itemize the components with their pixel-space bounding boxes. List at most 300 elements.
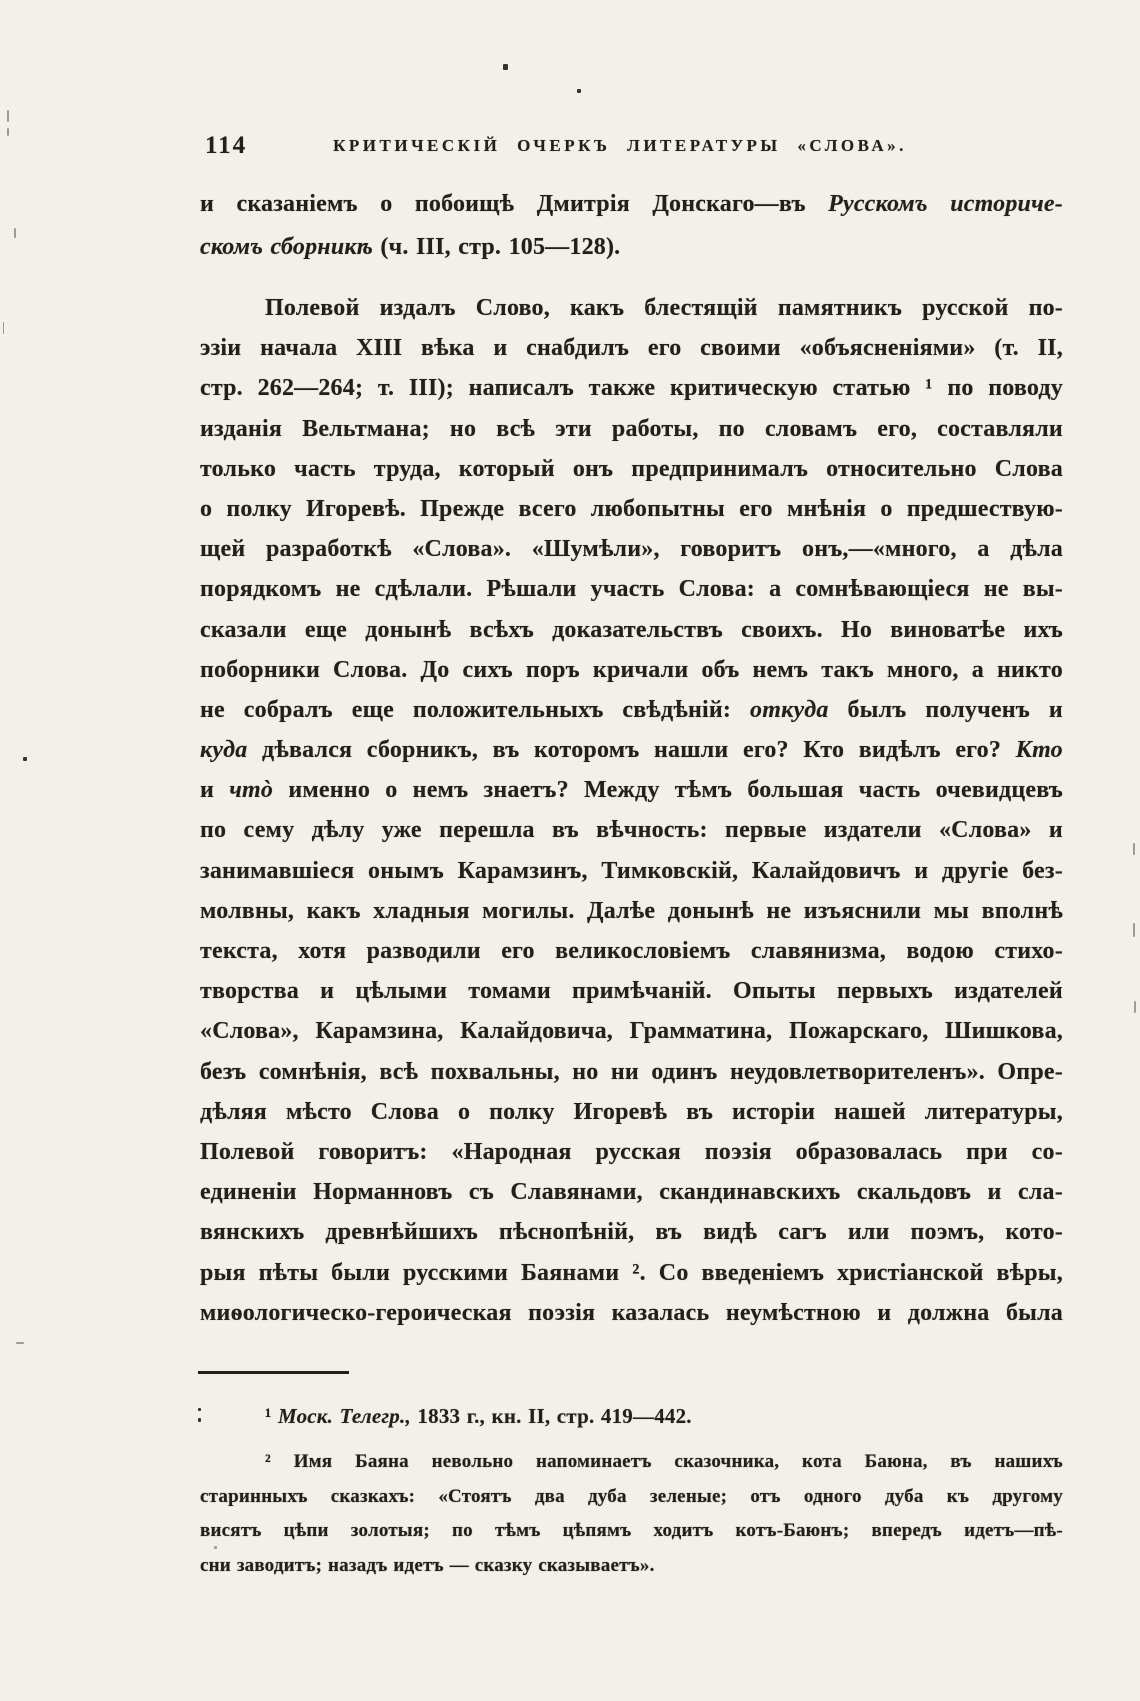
word: сла- — [1018, 1179, 1063, 1206]
word: идетъ—пѣ- — [964, 1520, 1063, 1542]
word: исторіи — [731, 1098, 816, 1125]
word: «Стоятъ — [438, 1485, 512, 1507]
word: но — [449, 415, 477, 442]
word: 105—128). — [508, 234, 621, 260]
word: скальдовъ — [856, 1179, 972, 1206]
word: сказочника, — [674, 1451, 780, 1472]
word: кричали — [592, 656, 689, 683]
word: вы- — [1022, 576, 1063, 603]
word: его — [501, 938, 535, 964]
word: всѣ — [379, 1058, 419, 1085]
word: Игоревѣ — [573, 1098, 668, 1125]
text-line — [200, 697, 1063, 737]
word: его? — [955, 737, 1002, 764]
word: цѣпи — [283, 1520, 329, 1542]
word: идетъ — [393, 1554, 444, 1576]
word: который — [458, 455, 555, 482]
word: г., — [466, 1404, 486, 1428]
word: своихъ. — [741, 616, 823, 643]
word: русская — [595, 1138, 681, 1165]
word: 419—442. — [600, 1404, 692, 1428]
scan-speck — [198, 1418, 201, 1422]
word: по — [200, 817, 227, 844]
word: откуда — [750, 696, 829, 723]
running-title: КРИТИЧЕСКІЙ ОЧЕРКЪ ЛИТЕРАТУРЫ «СЛОВА». — [333, 136, 907, 155]
word: стр. — [200, 375, 243, 402]
word: Кто — [1015, 737, 1063, 764]
word: объ — [701, 656, 740, 683]
word: участь — [590, 576, 665, 603]
text-line — [200, 1179, 1063, 1219]
word: также — [588, 375, 656, 402]
word: а — [971, 656, 984, 683]
word: рыя — [200, 1259, 246, 1286]
word: нашихъ — [994, 1451, 1063, 1472]
scan-speck — [577, 89, 581, 93]
word: тѣмъ — [674, 777, 733, 804]
word: въ — [492, 737, 520, 764]
scan-speck — [7, 110, 9, 122]
word: въ — [552, 817, 579, 844]
word: любопытны — [590, 495, 725, 522]
text-line — [200, 737, 1063, 777]
word: дѣвался — [262, 737, 353, 764]
text-line — [200, 1404, 1063, 1446]
word: въ — [655, 1219, 683, 1246]
text-line — [200, 536, 1063, 576]
word: не — [200, 696, 225, 723]
scan-speck — [1133, 843, 1135, 855]
word: великословіемъ — [555, 938, 731, 964]
footnote-separator-rule — [198, 1371, 349, 1374]
word: висятъ — [200, 1520, 262, 1542]
word: «Шумѣли», — [531, 536, 660, 563]
word: о — [380, 191, 393, 217]
scan-speck — [7, 128, 9, 136]
word: должна — [907, 1299, 990, 1326]
word: До — [420, 656, 450, 683]
text-line — [200, 657, 1063, 697]
word: составляли — [937, 415, 1063, 442]
word: о — [385, 777, 398, 804]
word: сни — [200, 1554, 231, 1576]
word: Моск. — [278, 1404, 334, 1428]
word: начала — [260, 335, 338, 362]
text-line — [200, 496, 1063, 536]
word: и — [1048, 817, 1063, 844]
text-line — [200, 817, 1063, 857]
text-line — [200, 234, 1063, 277]
word: труда, — [373, 455, 441, 482]
word: дуба — [884, 1485, 924, 1507]
text-line — [200, 1260, 1063, 1300]
word: видѣлъ — [858, 737, 941, 764]
word: свѣдѣній: — [622, 696, 732, 723]
word: немъ — [412, 777, 469, 804]
text-line — [200, 1018, 1063, 1058]
word: онъ,—«много, — [802, 536, 957, 563]
word: сомнѣвающіеся — [795, 576, 970, 603]
word: водою — [906, 938, 974, 964]
word: похвальны, — [430, 1058, 560, 1085]
word: отъ — [750, 1485, 781, 1507]
word: без- — [1022, 857, 1063, 884]
footnote-1 — [200, 1404, 1063, 1446]
word: «Народная — [451, 1138, 572, 1165]
word: Игоревѣ. — [306, 495, 406, 522]
word: не — [983, 576, 1009, 603]
word: Русскомъ — [828, 191, 928, 217]
word: предпринималъ — [631, 455, 809, 482]
word: впередъ — [871, 1520, 942, 1542]
word: именно — [288, 777, 371, 804]
word: Калайдовичъ — [751, 857, 901, 884]
text-line — [200, 1520, 1063, 1555]
word: и — [493, 335, 508, 362]
word: Опыты — [733, 978, 816, 1005]
word: собралъ — [243, 696, 333, 723]
word: неудовлетворителенъ». — [729, 1058, 985, 1085]
word: первые — [725, 817, 807, 844]
word: предшествую- — [906, 495, 1063, 522]
word: всего — [518, 495, 577, 522]
word: блестящій — [644, 295, 758, 321]
word: Кто — [803, 737, 845, 764]
scan-speck — [23, 757, 27, 761]
word: заводитъ; — [236, 1554, 323, 1576]
word: большая — [747, 777, 844, 804]
word: пѣты — [258, 1259, 319, 1286]
word: сему — [243, 817, 295, 844]
word: Слова — [370, 1098, 439, 1125]
word: дѣляя — [200, 1098, 267, 1125]
word: донынѣ — [667, 897, 754, 924]
word: онымъ — [368, 857, 444, 884]
word: ² — [265, 1451, 271, 1472]
word: всѣ — [496, 415, 536, 442]
word: по — [718, 415, 745, 442]
word: сказку — [474, 1554, 533, 1576]
word: не — [335, 576, 361, 603]
word: мы — [933, 897, 970, 924]
word: Прежде — [420, 495, 505, 522]
word: стр. — [556, 1404, 595, 1428]
word: ходитъ — [653, 1520, 714, 1542]
word: дѣла — [1010, 536, 1063, 563]
word: введеніемъ — [701, 1259, 825, 1286]
word: поръ — [525, 656, 580, 683]
word: и — [320, 978, 335, 1005]
word: Донскаго—въ — [652, 191, 806, 217]
word: котъ-Баюнъ; — [735, 1520, 850, 1542]
word: изданія — [200, 415, 283, 442]
word: критическую — [669, 375, 818, 402]
word: еще — [304, 616, 348, 643]
word: Но — [841, 616, 873, 643]
text-line — [200, 335, 1063, 375]
word: его — [739, 495, 773, 522]
word: древнѣйшихъ — [325, 1219, 478, 1246]
scan-speck — [198, 1408, 201, 1411]
word: и — [987, 1179, 1002, 1206]
word: сагъ — [778, 1219, 827, 1246]
word: единеніи — [200, 1179, 297, 1206]
word: поэзія — [704, 1138, 772, 1165]
text-line — [200, 191, 1063, 234]
word: поборники — [200, 656, 320, 683]
word: «Слова» — [938, 817, 1032, 844]
word: положительныхъ — [412, 696, 604, 723]
word: неумѣстною — [725, 1299, 861, 1326]
word: снабдилъ — [526, 335, 630, 362]
word: старинныхъ — [200, 1485, 308, 1507]
word: поэзія — [528, 1299, 596, 1326]
word: изъяснили — [803, 897, 922, 924]
word: Карамзинъ, — [457, 857, 588, 884]
text-line — [200, 898, 1063, 938]
word: текста, — [200, 938, 278, 964]
word: Грамматина, — [629, 1018, 773, 1045]
word: своими — [700, 335, 781, 362]
word: II, — [1037, 335, 1063, 362]
footnote-2 — [200, 1451, 1063, 1589]
text-line — [200, 1300, 1063, 1340]
word: мѣсто — [285, 1098, 352, 1125]
word: говоритъ: — [318, 1138, 428, 1165]
word: хладныя — [373, 897, 470, 924]
word: перешла — [439, 817, 535, 844]
word: къ — [946, 1485, 970, 1507]
word: всѣхъ — [469, 616, 534, 643]
word: сомнѣнія, — [258, 1058, 367, 1085]
word: сказываетъ». — [538, 1554, 655, 1576]
word: ни — [610, 1058, 639, 1085]
word: статью — [832, 375, 911, 402]
word: видѣ — [703, 1219, 758, 1246]
word: немъ — [752, 656, 809, 683]
word: мнѣнія — [786, 495, 867, 522]
word: но — [572, 1058, 599, 1085]
word: скандинавскихъ — [659, 1179, 841, 1206]
word: Опре- — [997, 1058, 1063, 1085]
word: «Слова». — [412, 536, 512, 563]
word: вянскихъ — [200, 1219, 305, 1246]
word: въ — [686, 1098, 714, 1125]
scan-speck — [1133, 923, 1135, 937]
word: знаетъ? — [483, 777, 569, 804]
word: очевидцевъ — [935, 777, 1063, 804]
word: зеленые; — [649, 1485, 728, 1507]
word: ². — [632, 1259, 646, 1286]
word: еще — [351, 696, 394, 723]
word: (ч. — [380, 234, 409, 260]
word: издатели — [823, 817, 922, 844]
word: ¹ — [925, 375, 933, 402]
word: были — [331, 1259, 391, 1286]
word: или — [847, 1219, 890, 1246]
word: его — [647, 335, 682, 362]
word: невольно — [431, 1451, 514, 1472]
word: стр. — [458, 234, 502, 260]
word: Имя — [293, 1451, 333, 1472]
word: 262—264; — [257, 375, 364, 402]
word: золотыя; — [350, 1520, 430, 1542]
word: христіанской — [837, 1259, 984, 1286]
word: русскими — [402, 1259, 509, 1286]
text-line — [200, 978, 1063, 1018]
word: стихо- — [994, 938, 1063, 964]
word: сказкахъ: — [330, 1485, 416, 1507]
word: Баянами — [520, 1259, 620, 1286]
text-line — [200, 295, 1063, 335]
word: такъ — [821, 656, 874, 683]
text-line — [200, 858, 1063, 898]
word: хотя — [298, 938, 347, 964]
word: цѣпямъ — [562, 1520, 632, 1542]
word: вѣры, — [996, 1259, 1063, 1286]
word: тѣмъ — [494, 1520, 541, 1542]
text-line — [200, 1099, 1063, 1139]
word: т. — [377, 375, 395, 402]
page-number: 114 — [205, 132, 248, 159]
word: и — [200, 777, 215, 804]
text-line — [200, 1451, 1063, 1486]
word: и — [877, 1299, 892, 1326]
word: XIII — [356, 335, 403, 362]
word: какъ — [570, 295, 625, 321]
word: уже — [381, 817, 422, 844]
word: Норманновъ — [313, 1179, 453, 1206]
word: при — [966, 1138, 1008, 1165]
word: историче- — [950, 191, 1063, 217]
word: которомъ — [533, 737, 640, 764]
word: куда — [200, 737, 248, 764]
word: полученъ — [925, 696, 1030, 723]
word: ихъ — [1023, 616, 1063, 643]
word: миѳологическо-героическая — [200, 1299, 512, 1326]
word: Полевой — [200, 1138, 295, 1165]
text-line — [200, 1219, 1063, 1259]
word: вѣчность: — [596, 817, 708, 844]
word: не — [766, 897, 792, 924]
word: Со — [658, 1259, 689, 1286]
word: одинъ — [651, 1058, 718, 1085]
word: другому — [992, 1485, 1063, 1507]
scan-speck — [3, 322, 4, 334]
word: 1833 — [417, 1404, 461, 1428]
word: издалъ — [379, 295, 456, 321]
word: памятникъ — [777, 295, 903, 321]
word: поэмъ, — [910, 1219, 985, 1246]
word: скомъ — [200, 234, 264, 260]
word: щей — [200, 536, 246, 563]
word: Тимковскій, — [601, 857, 739, 884]
word: «объясненіями» — [799, 335, 976, 362]
word: часть — [294, 455, 356, 482]
word: относительно — [826, 455, 977, 482]
word: назадъ — [328, 1554, 388, 1576]
body-text-block — [200, 191, 1063, 1340]
word: часть — [858, 777, 921, 804]
word: вѣка — [421, 335, 475, 362]
word: въ — [950, 1451, 972, 1472]
word: работы, — [611, 415, 699, 442]
word: по — [451, 1520, 473, 1542]
scan-speck — [14, 228, 16, 238]
word: русской — [922, 295, 1009, 321]
word: а — [769, 576, 782, 603]
word: Далѣе — [587, 897, 656, 924]
word: ¹ — [265, 1404, 272, 1428]
word: порядкомъ — [200, 576, 322, 603]
scan-speck — [503, 64, 508, 70]
word: говоритъ — [680, 536, 782, 563]
word: какъ — [306, 897, 361, 924]
text-line — [200, 1059, 1063, 1099]
text-line — [200, 1139, 1063, 1179]
word: кн. — [491, 1404, 522, 1428]
word: безъ — [200, 1058, 247, 1085]
word: II, — [528, 1404, 551, 1428]
word: словамъ — [764, 415, 858, 442]
scan-speck — [16, 1342, 24, 1344]
word: полку — [226, 495, 292, 522]
scan-speck — [1134, 1001, 1136, 1013]
word: занимавшіеся — [200, 857, 355, 884]
word: «Слова», — [200, 1018, 299, 1045]
word: — — [449, 1554, 469, 1576]
word: сказали — [200, 616, 287, 643]
text-line — [200, 416, 1063, 456]
word: (т. — [994, 335, 1019, 362]
word: Дмитрія — [536, 191, 630, 217]
word: славянизма, — [750, 938, 886, 964]
word: по- — [1028, 295, 1063, 321]
text-line — [200, 1555, 1063, 1590]
word: молвны, — [200, 897, 295, 924]
word: нашли — [654, 737, 729, 764]
word: о — [880, 495, 893, 522]
word: виноватѣе — [890, 616, 1006, 643]
word: другіе — [941, 857, 1009, 884]
word: и — [200, 191, 215, 217]
word: сдѣлали. — [374, 576, 473, 603]
word: донынѣ — [365, 616, 452, 643]
word: съ — [468, 1179, 494, 1206]
word: примѣчаній. — [572, 978, 712, 1005]
word: первыхъ — [836, 978, 933, 1005]
word: его? — [742, 737, 789, 764]
word: со- — [1031, 1138, 1063, 1165]
word: нашей — [834, 1098, 906, 1125]
word: пѣснопѣній, — [498, 1219, 635, 1246]
word: только — [200, 455, 277, 482]
word: творства — [200, 978, 299, 1005]
word: Слова — [994, 455, 1063, 482]
word: Карамзина, — [315, 1018, 444, 1045]
text-line — [200, 938, 1063, 978]
text-line — [200, 777, 1063, 817]
word: кото- — [1005, 1219, 1063, 1246]
word: Славянами, — [510, 1179, 643, 1206]
word: его, — [877, 415, 918, 442]
word: образовалась — [795, 1138, 943, 1165]
text-line — [200, 576, 1063, 616]
word: Телегр., — [339, 1404, 411, 1428]
word: онъ — [572, 455, 614, 482]
word: вполнѣ — [981, 897, 1063, 924]
word: написалъ — [468, 375, 574, 402]
